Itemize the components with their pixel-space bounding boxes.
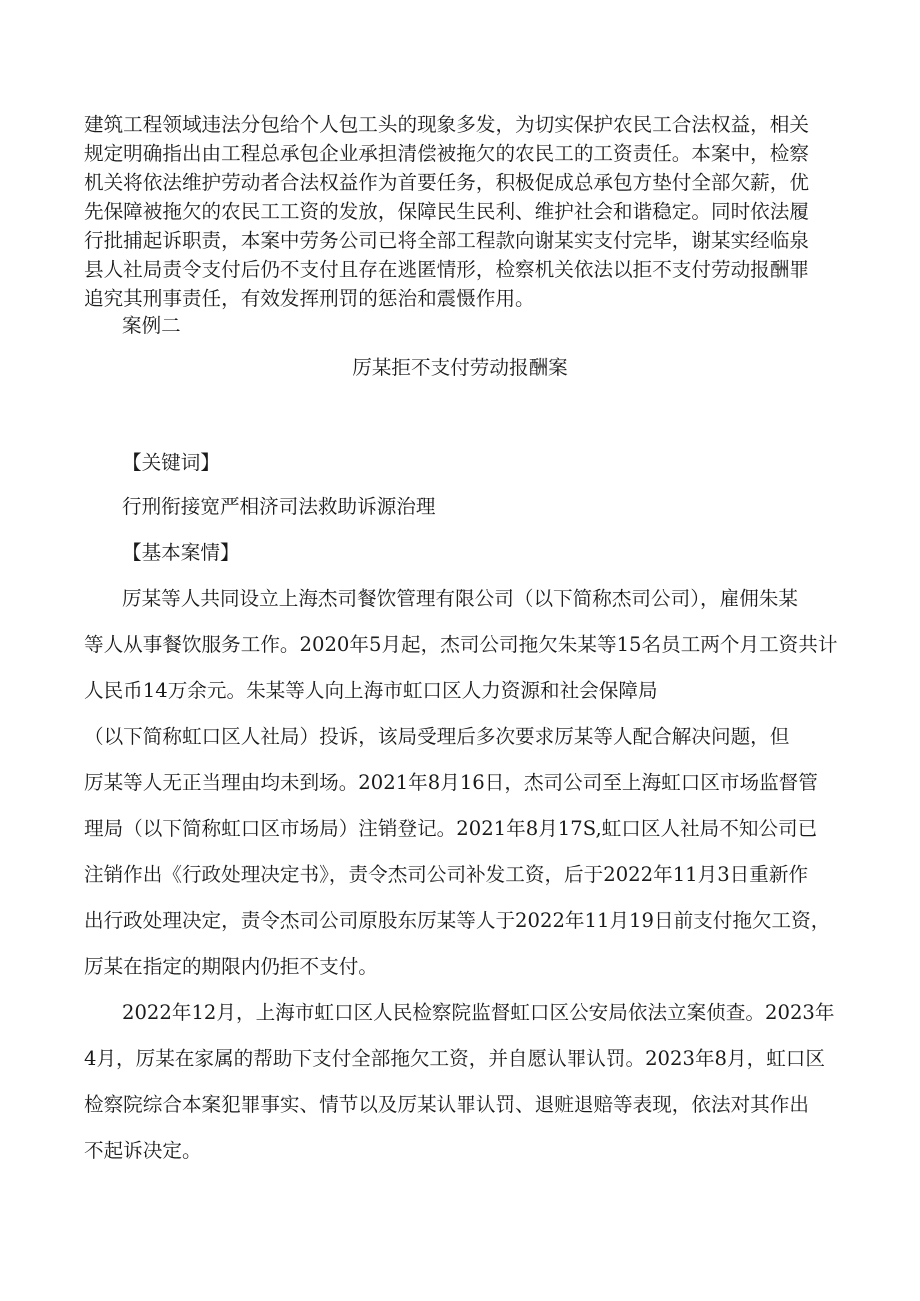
facts-line: 注销作出《行政处理决定书》，责令杰司公司补发工资，后于2022年11月3日重新作 xyxy=(84,863,809,886)
summary-line: 建筑工程领域违法分包给个人包工头的现象多发，为切实保护农民工合法权益，相关 xyxy=(84,113,809,136)
facts-line: 检察院综合本案犯罪事实、情节以及厉某认罪认罚、退赃退赔等表现，依法对其作出 xyxy=(84,1093,809,1116)
keywords-text: 行刑衔接宽严相济司法救助诉源治理 xyxy=(122,495,436,518)
facts-line: 等人从事餐饮服务工作。2020年5月起，杰司公司拖欠朱某等15名员工两个月工资共计 xyxy=(84,633,838,656)
summary-line: 机关将依法维护劳动者合法权益作为首要任务，积极促成总承包方垫付全部欠薪，优 xyxy=(84,171,809,194)
case-number: 案例二 xyxy=(122,314,181,337)
case-title: 厉某拒不支付劳动报酬案 xyxy=(352,356,568,379)
facts-line: 理局（以下简称虹口区市场局）注销登记。2021年8月17S,虹口区人社局不知公司已 xyxy=(84,817,818,840)
facts-line: 厉某在指定的期限内仍拒不支付。 xyxy=(84,955,378,978)
facts-heading: 【基本案情】 xyxy=(122,541,240,564)
facts-line: 人民币14万余元。朱某等人向上海市虹口区人力资源和社会保障局 xyxy=(84,679,658,702)
facts-line: 厉某等人无正当理由均未到场。2021年8月16日，杰司公司至上海虹口区市场监督管 xyxy=(84,771,818,794)
facts-line: 4月，厉某在家属的帮助下支付全部拖欠工资，并自愿认罪认罚。2023年8月，虹口区 xyxy=(84,1047,825,1070)
facts-line: 出行政处理决定，责令杰司公司原股东厉某等人于2022年11月19日前支付拖欠工资， xyxy=(84,909,831,932)
keywords-heading: 【关键词】 xyxy=(122,451,220,474)
summary-line: 先保障被拖欠的农民工工资的发放，保障民生民利、维护社会和谐稳定。同时依法履 xyxy=(84,200,809,223)
facts-line: （以下简称虹口区人社局）投诉，该局受理后多次要求厉某等人配合解决问题，但 xyxy=(84,725,790,748)
summary-line: 规定明确指出由工程总承包企业承担清偿被拖欠的农民工的工资责任。本案中，检察 xyxy=(84,142,809,165)
facts-line: 厉某等人共同设立上海杰司餐饮管理有限公司（以下简称杰司公司），雇佣朱某 xyxy=(122,587,798,610)
facts-line: 不起诉决定。 xyxy=(84,1139,202,1162)
summary-line: 县人社局责令支付后仍不支付且存在逃匿情形，检察机关依法以拒不支付劳动报酬罪 xyxy=(84,258,809,281)
summary-line: 行批捕起诉职责，本案中劳务公司已将全部工程款向谢某实支付完毕，谢某实经临泉 xyxy=(84,229,809,252)
facts-line: 2022年12月，上海市虹口区人民检察院监督虹口区公安局依法立案侦查。2023年 xyxy=(122,1001,835,1024)
summary-line: 追究其刑事责任，有效发挥刑罚的惩治和震慑作用。 xyxy=(84,287,535,310)
